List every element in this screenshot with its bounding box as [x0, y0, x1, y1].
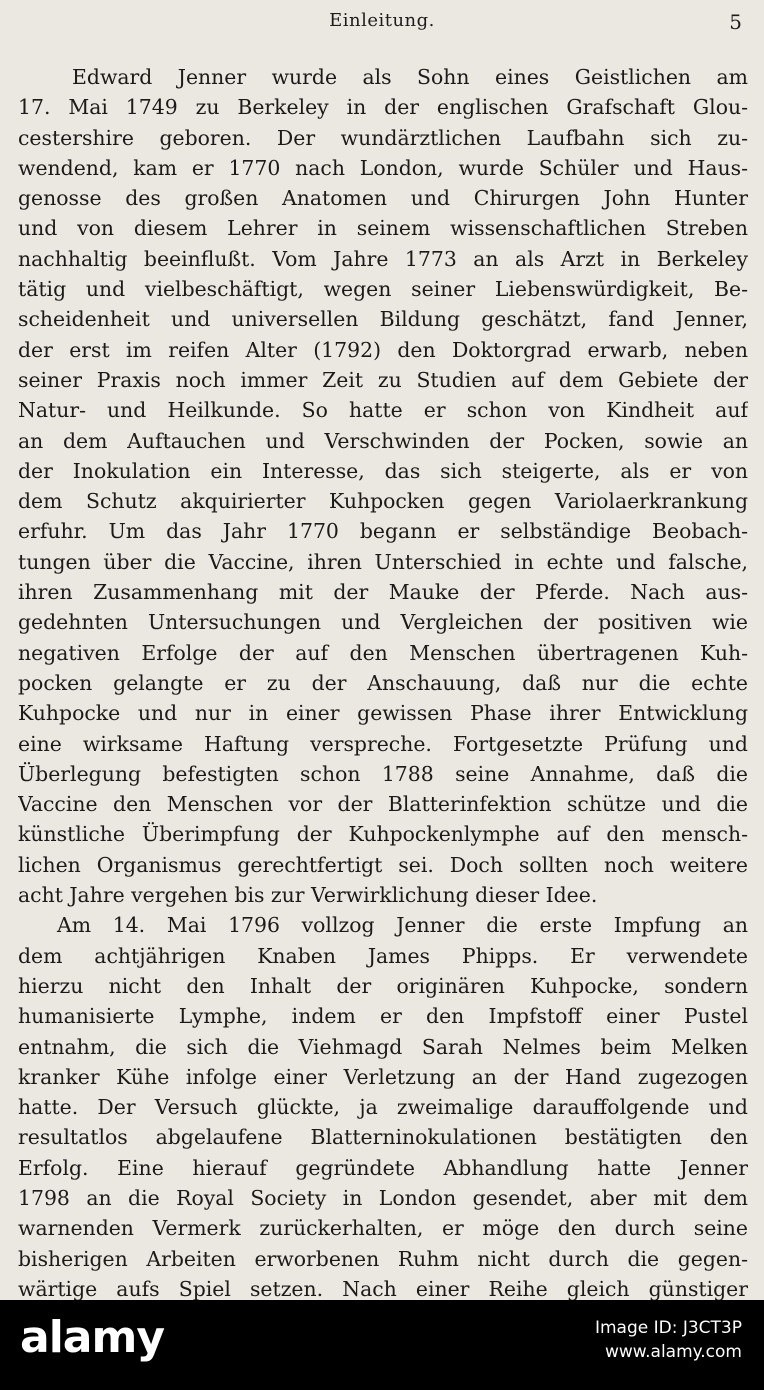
text-line: Kuhpocke und nur in einer gewissen Phase ihrer Entwicklung [18, 701, 748, 726]
running-head [0, 10, 764, 40]
text-line: genosse des großen Anatomen und Chirurgen John Hunter [18, 186, 748, 211]
text-line: eine wirksame Haftung verspreche. Fortgesetzte Prüfung und [18, 731, 748, 756]
body-text [18, 62, 748, 1300]
text-line: Überlegung befestigten schon 1788 seine Annahme, daß die [18, 761, 748, 786]
text-line: kranker Kühe infolge einer Verletzung an der Hand zugezogen [18, 1064, 748, 1089]
text-line: der erst im reifen Alter (1792) den Doktorgrad erwarb, neben [18, 337, 748, 362]
text-line: Am 14. Mai 1796 vollzog Jenner die erste Impfung an [57, 913, 748, 938]
text-line: cestershire geboren. Der wundärztlichen Laufbahn sich zu- [18, 125, 748, 150]
text-line: der Inokulation ein Interesse, das sich steigerte, als er von [18, 458, 748, 483]
text-line: lichen Organismus gerechtfertigt sei. Doch sollten noch weitere [18, 852, 748, 877]
text-line: Erfolg. Eine hierauf gegründete Abhandlung hatte Jenner [18, 1155, 748, 1180]
text-line: wärtige aufs Spiel setzen. Nach einer Reihe gleich günstiger [18, 1276, 748, 1300]
text-line: resultatlos abgelaufene Blatterninokulationen bestätigten den [18, 1125, 748, 1150]
image-id: Image ID: J3CT3P [594, 1318, 742, 1338]
text-line: scheidenheit und universellen Bildung geschätzt, fand Jenner, [18, 307, 748, 332]
text-line: negativen Erfolge der auf den Menschen übertragenen Kuh- [18, 640, 748, 665]
text-line: seiner Praxis noch immer Zeit zu Studien auf dem Gebiete der [18, 367, 748, 392]
text-line: 1798 an die Royal Society in London gesendet, aber mit dem [18, 1185, 748, 1210]
text-line: hatte. Der Versuch glückte, ja zweimalige darauffolgende und [18, 1095, 748, 1120]
running-title: Einleitung. [329, 10, 435, 31]
text-line: dem Schutz akquirierter Kuhpocken gegen Variolaerkrankung [18, 489, 748, 514]
text-line: 17. Mai 1749 zu Berkeley in der englischen Grafschaft Glou- [18, 95, 748, 120]
text-line: künstliche Überimpfung der Kuhpockenlymphe auf den mensch- [18, 822, 748, 847]
text-line: Vaccine den Menschen vor der Blatterinfektion schütze und die [18, 792, 748, 817]
text-line: acht Jahre vergehen bis zur Verwirklichung dieser Idee. [18, 883, 598, 908]
text-line: erfuhr. Um das Jahr 1770 begann er selbständige Beobach- [18, 519, 748, 544]
text-line: wendend, kam er 1770 nach London, wurde Schüler und Haus- [18, 155, 748, 180]
text-line: dem achtjährigen Knaben James Phipps. Er verwendete [18, 943, 748, 968]
text-line: gedehnten Untersuchungen und Vergleichen der positiven wie [18, 610, 748, 635]
watermark-bar [0, 1300, 764, 1390]
text-line: pocken gelangte er zu der Anschauung, daß nur die echte [18, 670, 748, 695]
text-line: ihren Zusammenhang mit der Mauke der Pferde. Nach aus- [18, 580, 748, 605]
text-line: nachhaltig beeinflußt. Vom Jahre 1773 an als Arzt in Berkeley [18, 246, 748, 271]
text-line: warnenden Vermerk zurückerhalten, er möge den durch seine [18, 1216, 748, 1241]
text-line: bisherigen Arbeiten erworbenen Ruhm nicht durch die gegen- [18, 1246, 748, 1271]
text-line: Natur- und Heilkunde. So hatte er schon von Kindheit auf [18, 398, 748, 423]
site-url: www.alamy.com [604, 1342, 742, 1362]
text-line: hierzu nicht den Inhalt der originären Kuhpocke, sondern [18, 973, 748, 998]
text-line: entnahm, die sich die Viehmagd Sarah Nelmes beim Melken [18, 1034, 748, 1059]
text-line: an dem Auftauchen und Verschwinden der Pocken, sowie an [18, 428, 748, 453]
text-line: und von diesem Lehrer in seinem wissenschaftlichen Streben [18, 216, 748, 241]
text-line: Edward Jenner wurde als Sohn eines Geistlichen am [72, 65, 748, 89]
image-id-block [595, 1316, 742, 1364]
page-number: 5 [729, 10, 742, 34]
alamy-logo: alamy [20, 1312, 164, 1363]
text-line: tätig und vielbeschäftigt, wegen seiner Liebenswürdigkeit, Be- [18, 277, 748, 302]
text-line: tungen über die Vaccine, ihren Unterschied in echte und falsche, [18, 549, 748, 574]
text-line: humanisierte Lymphe, indem er den Impfstoff einer Pustel [18, 1004, 748, 1029]
